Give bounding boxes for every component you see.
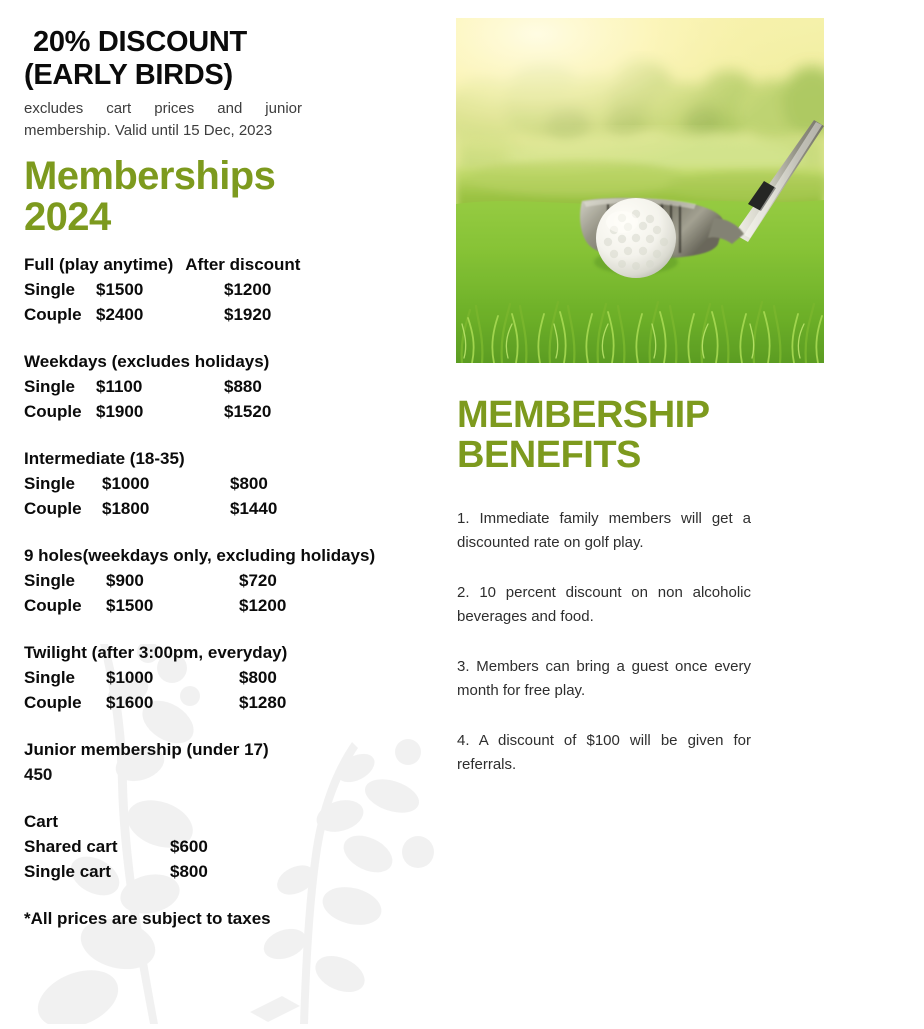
page-title-line1: Memberships xyxy=(24,154,276,198)
price-block-intermediate xyxy=(24,446,416,521)
list-item: 4. A discount of $100 will be given for referrals. xyxy=(457,732,751,773)
price-block-full xyxy=(24,252,416,327)
row-label: Single xyxy=(24,474,76,493)
price-block-name: Weekdays (excludes holidays) xyxy=(24,352,270,371)
row-price: $2400 xyxy=(96,305,144,324)
tax-footnote: *All prices are subject to taxes xyxy=(24,909,271,928)
discount-subtext: excludes cart prices and junior membership. Valid until 15 Dec, 2023 xyxy=(24,100,302,139)
memberships-column xyxy=(24,26,416,931)
row-price: $1900 xyxy=(96,402,144,421)
table-row xyxy=(24,399,416,424)
table-row xyxy=(24,834,416,859)
row-discount-price: $1520 xyxy=(224,402,272,421)
price-block-twilight xyxy=(24,640,416,715)
row-discount-price: $1920 xyxy=(224,305,272,324)
discount-headline-line2: (EARLY BIRDS) xyxy=(24,59,233,91)
row-price: $1800 xyxy=(102,499,150,518)
row-label: Single cart xyxy=(24,862,111,881)
benefits-list xyxy=(457,507,751,777)
row-label: Couple xyxy=(24,693,82,712)
row-label: Couple xyxy=(24,402,82,421)
row-label: Couple xyxy=(24,499,82,518)
table-row xyxy=(24,568,416,593)
row-price: $600 xyxy=(170,837,208,856)
table-row xyxy=(24,690,416,715)
list-item: 3. Members can bring a guest once every month for free play. xyxy=(457,658,751,699)
row-price: $1000 xyxy=(102,474,150,493)
list-item: 2. 10 percent discount on non alcoholic beverages and food. xyxy=(457,584,751,625)
after-discount-header: After discount xyxy=(185,255,301,274)
table-row xyxy=(24,593,416,618)
row-discount-price: $880 xyxy=(224,377,262,396)
row-discount-price: $800 xyxy=(230,474,268,493)
row-discount-price: $1440 xyxy=(230,499,278,518)
junior-price: 450 xyxy=(24,765,53,784)
price-block-name: 9 holes(weekdays only, excluding holidays) xyxy=(24,546,376,565)
row-price: $1500 xyxy=(96,280,144,299)
benefits-title-line1: MEMBERSHIP xyxy=(457,394,710,436)
price-block-name: Junior membership (under 17) xyxy=(24,740,269,759)
discount-headline-line1: 20% DISCOUNT xyxy=(33,26,247,58)
row-label: Shared cart xyxy=(24,837,118,856)
row-label: Single xyxy=(24,377,76,396)
price-block-name: Full (play anytime) xyxy=(24,255,174,274)
row-price: $1600 xyxy=(106,693,154,712)
page-title-line2: 2024 xyxy=(24,195,111,239)
row-price: $1500 xyxy=(106,596,154,615)
discount-headline xyxy=(24,26,416,92)
page-title xyxy=(24,156,416,238)
table-row xyxy=(24,374,416,399)
row-label: Single xyxy=(24,280,76,299)
price-block-cart xyxy=(24,809,416,884)
table-row xyxy=(24,859,416,884)
price-block-name: Intermediate (18-35) xyxy=(24,449,185,468)
table-row xyxy=(24,277,416,302)
row-price: $1100 xyxy=(96,377,143,396)
benefits-title-line2: BENEFITS xyxy=(457,434,641,476)
price-block-junior xyxy=(24,737,416,787)
row-discount-price: $1200 xyxy=(239,596,287,615)
row-discount-price: $800 xyxy=(239,668,277,687)
row-label: Single xyxy=(24,668,76,687)
list-item: 1. Immediate family members will get a discounted rate on golf play. xyxy=(457,510,751,551)
row-price: $900 xyxy=(106,571,144,590)
row-price: $800 xyxy=(170,862,208,881)
row-label: Single xyxy=(24,571,76,590)
table-row xyxy=(24,496,416,521)
price-block-nine-holes xyxy=(24,543,416,618)
table-row xyxy=(24,302,416,327)
row-discount-price: $720 xyxy=(239,571,277,590)
row-price: $1000 xyxy=(106,668,154,687)
price-block-name: Twilight (after 3:00pm, everyday) xyxy=(24,643,288,662)
row-discount-price: $1280 xyxy=(239,693,287,712)
row-label: Couple xyxy=(24,305,82,324)
price-block-heading xyxy=(24,252,396,277)
price-block-weekdays xyxy=(24,349,416,424)
benefits-title xyxy=(457,395,826,475)
benefits-column xyxy=(456,18,826,777)
golf-photo xyxy=(456,18,824,363)
price-block-name: Cart xyxy=(24,812,59,831)
table-row xyxy=(24,471,416,496)
row-label: Couple xyxy=(24,596,82,615)
table-row xyxy=(24,665,416,690)
row-discount-price: $1200 xyxy=(224,280,272,299)
